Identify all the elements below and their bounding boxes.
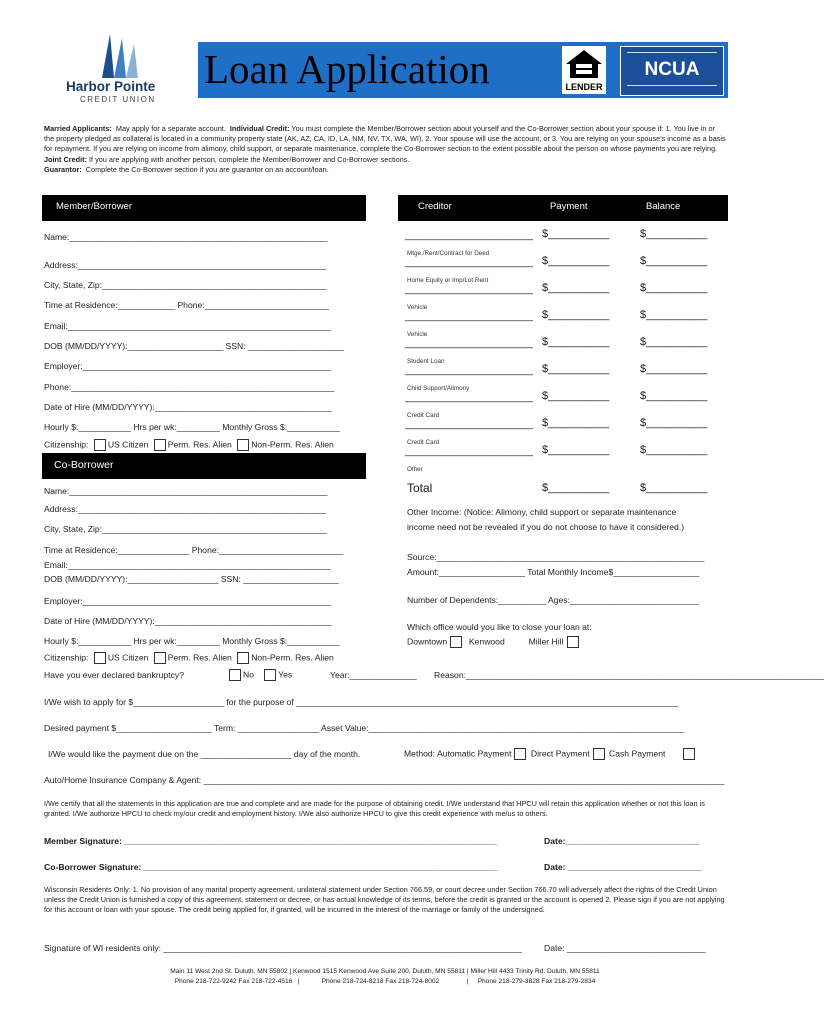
creditor-name-field[interactable]: _______________________ [405, 419, 533, 430]
total-payment-field[interactable]: $__________ [542, 482, 610, 494]
member-us-checkbox[interactable] [94, 439, 106, 451]
office-question: Which office would you like to close your loan at: [407, 622, 592, 632]
bankruptcy-yes-checkbox[interactable] [264, 669, 276, 681]
creditor-payment-field[interactable]: $__________ [542, 228, 610, 240]
creditor-name-field[interactable]: _______________________ [405, 338, 533, 349]
ehl-label: LENDER [565, 82, 603, 92]
co-dob-field[interactable]: DOB (MM/DD/YYYY):___________________ SSN: ____________________ [44, 574, 339, 584]
creditor-name-field[interactable]: _______________________ [405, 311, 533, 322]
source-field[interactable]: Source:________________________________________________________ [407, 552, 705, 562]
dependents-field[interactable]: Number of Dependents:__________ Ages:___________________________ [407, 595, 699, 605]
wisconsin-text: Wisconsin Residents Only: 1. No provision of any marital property agreement, unilateral statement under Section 766.59, or court decree under Section 766.70 will adversely affect the rights of the Credit Union unless the Credit Union is furnished a copy of this agreement, statement or decree, or has actual knowledge of its terms, before the credit is granted or the account is opened 2. Please sign if you are not applying for this account or loan with your spouse. The credit being applied for, if granted, will be incurred in the interest of the marriage or family of the undersigned. [44, 885, 725, 915]
creditor-balance-field[interactable]: $__________ [640, 228, 708, 240]
creditor-type-label: Home Equity or Imp/Lot Rent [407, 277, 489, 284]
equal-housing-logo [562, 46, 606, 94]
creditor-type-label: Vehicle [407, 304, 428, 311]
creditor-type-label: Student Loan [407, 358, 445, 365]
creditor-payment-field[interactable]: $__________ [542, 255, 610, 267]
amount-field[interactable]: Amount:__________________ Total Monthly Income$__________________ [407, 567, 700, 577]
co-city-field[interactable]: City, State, Zip:_______________________________________________ [44, 524, 327, 534]
member-signature-field[interactable]: Member Signature: ______________________________________________________________________________ [44, 836, 498, 846]
member-address-field[interactable]: Address:____________________________________________________ [44, 260, 327, 270]
intro-paragraph: Married Applicants: May apply for a separate account. Individual Credit: You must complete the Member/Borrower section about yourself and the Co-Borrower section about your spouse if: 1. You live in or the property pledged as collateral is located in a community property state (AK, AZ, CA, ID, LA, NM, NV, TX, WA, WI), 2. Your spouse will use the account, or 3. You are relying on your spouse's income as a basis for repayment. If you are relying on income from alimony, child support, or separate maintenance, complete the Co-Borrower section to the extent possible about the person on whose payments you are relying. Joint Credit: If you are applying with another person, complete the Member/Borrower and Co-Borrower sections. Guarantor: Complete the Co-Borrower section if you are guarantor on an account/loan. [44, 124, 726, 174]
creditor-balance-field[interactable]: $__________ [640, 390, 708, 402]
brand-name: Harbor Pointe [66, 79, 156, 94]
co-perm-checkbox[interactable] [154, 652, 166, 664]
creditor-type-label: Credit Card [407, 439, 440, 446]
other-income-notice: Other Income: (Notice: Alimony, child support or separate maintenance [407, 507, 677, 517]
wi-date-field[interactable]: Date: _____________________________ [544, 943, 706, 953]
co-residence-field[interactable]: Time at Residence:_______________ Phone:__________________________ [44, 545, 344, 555]
creditor-name-field[interactable]: _______________________ [405, 230, 533, 241]
page-title: Loan Application [204, 46, 490, 92]
member-employer-field[interactable]: Employer:____________________________________________________ [44, 361, 332, 371]
creditor-balance-field[interactable]: $__________ [640, 255, 708, 267]
creditor-name-field[interactable]: _______________________ [405, 392, 533, 403]
apply-amount-field[interactable]: I/We wish to apply for $___________________ for the purpose of ________________________________________________________________________________ [44, 697, 679, 707]
bankruptcy-reason-field[interactable]: Reason:___________________________________________________________________________ [434, 670, 824, 680]
insurance-field[interactable]: Auto/Home Insurance Company & Agent: _____________________________________________________________________________________________________________ [44, 775, 725, 785]
automatic-payment-checkbox[interactable] [514, 748, 526, 760]
creditor-payment-field[interactable]: $__________ [542, 282, 610, 294]
member-dob-field[interactable]: DOB (MM/DD/YYYY):____________________ SSN: ____________________ [44, 341, 344, 351]
member-date-field[interactable]: Date:____________________________ [544, 836, 700, 846]
cash-payment-checkbox[interactable] [683, 748, 695, 760]
bankruptcy-question: Have you ever declared bankruptcy? [44, 670, 184, 680]
co-signature-field[interactable]: Co-Borrower Signature: __________________________________________________________________________ [44, 862, 498, 872]
total-balance-field[interactable]: $__________ [640, 482, 708, 494]
member-name-field[interactable]: Name:______________________________________________________ [44, 232, 328, 242]
co-hire-field[interactable]: Date of Hire (MM/DD/YYYY):_____________________________________ [44, 616, 332, 626]
creditor-balance-field[interactable]: $__________ [640, 309, 708, 321]
creditor-payment-field[interactable]: $__________ [542, 417, 610, 429]
title-banner [198, 42, 728, 98]
total-label: Total [407, 481, 433, 495]
creditor-type-label: Vehicle [407, 331, 428, 338]
co-name-field[interactable]: Name:______________________________________________________ [44, 486, 328, 496]
sail-logo-icon [92, 32, 152, 80]
miller-hill-checkbox[interactable] [567, 636, 579, 648]
member-email-field[interactable]: Email:_______________________________________________________ [44, 321, 331, 331]
member-hourly-field[interactable]: Hourly $:___________ Hrs per wk:_________ Monthly Gross $:___________ [44, 422, 340, 432]
creditor-balance-field[interactable]: $__________ [640, 336, 708, 348]
creditor-payment-field[interactable]: $__________ [542, 444, 610, 456]
bankruptcy-no-checkbox[interactable] [229, 669, 241, 681]
wi-signature-field[interactable]: Signature of WI residents only: ___________________________________________________________________________ [44, 943, 522, 953]
member-perm-checkbox[interactable] [154, 439, 166, 451]
creditor-balance-field[interactable]: $__________ [640, 363, 708, 375]
logo [62, 32, 182, 104]
brand-sub: CREDIT UNION [80, 95, 156, 104]
payment-method: Method: Automatic Payment Direct Payment Cash Payment [404, 748, 697, 760]
creditor-type-label: Mtge./Rent/Contract for Deed [407, 250, 490, 257]
creditor-header: Creditor Payment Balance [398, 195, 728, 221]
member-header: Member/Borrower [42, 195, 366, 221]
coborrower-header: Co-Borrower [42, 453, 366, 479]
creditor-balance-field[interactable]: $__________ [640, 444, 708, 456]
creditor-payment-field[interactable]: $__________ [542, 309, 610, 321]
creditor-payment-field[interactable]: $__________ [542, 390, 610, 402]
co-hourly-field[interactable]: Hourly $:___________ Hrs per wk:_________ Monthly Gross $:___________ [44, 636, 340, 646]
footer-addresses: Main 11 West 2nd St. Duluth, MN 55802 | Kenwood 1515 Kenwood Ave Suite 200, Duluth, MN 55811 | Miller Hill 4433 Trinity Rd. Duluth, MN 55811 [170, 968, 600, 975]
co-email-field[interactable]: Email:_______________________________________________________ [44, 560, 331, 570]
member-nonperm-checkbox[interactable] [237, 439, 249, 451]
desired-payment-field[interactable]: Desired payment $____________________ Term: _________________ Asset Value:__________________________________________________________________ [44, 723, 685, 733]
downtown-checkbox[interactable] [450, 636, 462, 648]
footer-phones: Phone 218-722-9242 Fax 218-722-4516 | Phone 218-724-8218 Fax 218-724-8002 | Phone 218-279-3828 Fax 218-279-2834 [174, 978, 596, 985]
other-income-notice-2: income need not be revealed if you do not choose to have it considered.) [407, 522, 685, 532]
member-city-field[interactable]: City, State, Zip:_______________________________________________ [44, 280, 327, 290]
member-phone-field[interactable]: Phone:_______________________________________________________ [44, 382, 335, 392]
creditor-payment-field[interactable]: $__________ [542, 363, 610, 375]
bankruptcy-options: No Yes [226, 669, 292, 681]
co-date-field[interactable]: Date: ____________________________ [544, 862, 702, 872]
co-address-field[interactable]: Address:____________________________________________________ [44, 504, 327, 514]
member-citizenship: Citizenship: US Citizen Perm. Res. Alien Non-Perm. Res. Alien [44, 439, 334, 450]
creditor-payment-field[interactable]: $__________ [542, 336, 610, 348]
creditor-type-label: Child Support/Alimony [407, 385, 470, 392]
member-hire-field[interactable]: Date of Hire (MM/DD/YYYY):_____________________________________ [44, 402, 332, 412]
creditor-type-label: Credit Card [407, 412, 440, 419]
creditor-balance-field[interactable]: $__________ [640, 282, 708, 294]
ncua-text: NCUA [644, 59, 700, 80]
creditor-name-field[interactable]: _______________________ [405, 284, 533, 295]
co-citizenship: Citizenship: US Citizen Perm. Res. Alien Non-Perm. Res. Alien [44, 652, 334, 663]
direct-payment-checkbox[interactable] [593, 748, 605, 760]
co-nonperm-checkbox[interactable] [237, 652, 249, 664]
certification-text: I/We certify that all the statements in this application are true and complete and are made for the purpose of obtaining credit. I/We understand that HPCU will retain this application whether or not this loan is granted. I/We authorize HPCU to check my/our credit and employment history. I/We also authorize HPCU to give this credit experience with me/us to others. [44, 799, 705, 819]
creditor-name-field[interactable]: _______________________ [405, 257, 533, 268]
office-options: Downtown Kenwood Miller Hill [407, 636, 581, 648]
creditor-balance-field[interactable]: $__________ [640, 417, 708, 429]
due-day-field[interactable]: I/We would like the payment due on the ___________________ day of the month. [48, 749, 361, 759]
member-residence-field[interactable]: Time at Residence:____________ Phone:__________________________ [44, 300, 329, 310]
bankruptcy-year-field[interactable]: Year:______________ [330, 670, 417, 680]
creditor-name-field[interactable]: _______________________ [405, 446, 533, 457]
ncua-logo [620, 46, 724, 96]
creditor-name-field[interactable]: _______________________ [405, 365, 533, 376]
co-us-checkbox[interactable] [94, 652, 106, 664]
co-employer-field[interactable]: Employer:____________________________________________________ [44, 596, 332, 606]
equal-housing-icon [562, 46, 606, 82]
creditor-type-label: Other [407, 466, 423, 473]
